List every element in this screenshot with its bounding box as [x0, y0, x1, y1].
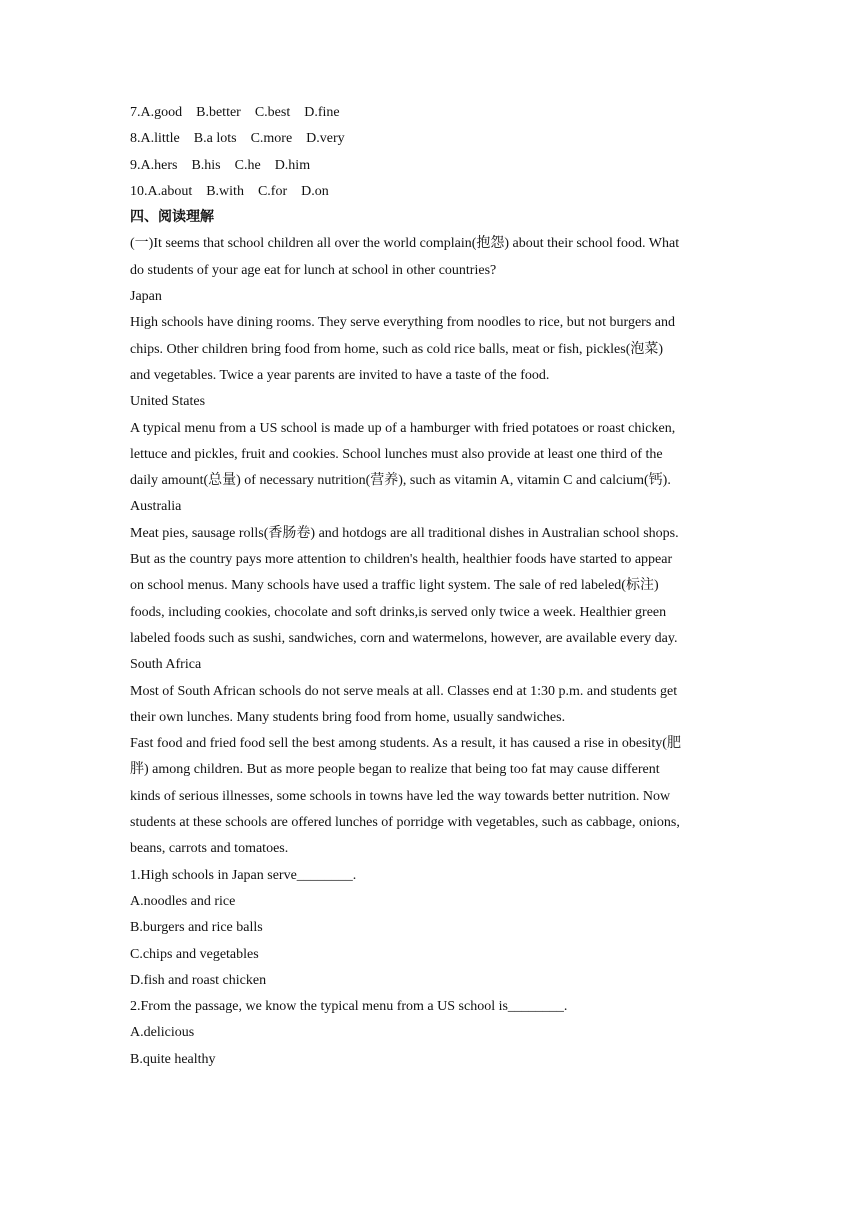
passage-line: (一)It seems that school children all over the world complain(抱怨) about their school food. What [130, 236, 680, 252]
option-c: C.more [250, 131, 293, 147]
section-heading: 四、阅读理解 [130, 210, 214, 226]
document-content [130, 100, 730, 1073]
question-number: 10. [130, 183, 148, 199]
question-number: 7. [130, 105, 141, 120]
option-b: B.with [206, 183, 244, 199]
passage-subheading: Australia [130, 499, 182, 515]
question-8 [130, 126, 730, 152]
option-b: B.a lots [193, 131, 237, 147]
passage-line: kinds of serious illnesses, some schools in towns have led the way towards better nutrition. Now [130, 788, 671, 804]
passage-line: A typical menu from a US school is made up of a hamburger with fried potatoes or roast chicken, [130, 420, 676, 436]
answer-option: D.fish and roast chicken [130, 972, 267, 988]
reading-passage [130, 231, 730, 862]
option-a: A.good [140, 105, 183, 120]
passage-line: chips. Other children bring food from home, such as cold rice balls, meat or fish, pickles(泡菜) [130, 341, 664, 357]
question-9 [130, 153, 730, 179]
comprehension-questions [130, 863, 730, 1073]
option-a: A.hers [140, 157, 178, 173]
option-c: C.for [257, 183, 288, 199]
question-number: 8. [130, 131, 141, 147]
passage-subheading: United States [130, 394, 206, 410]
passage-line: daily amount(总量) of necessary nutrition(营养), such as vitamin A, vitamin C and calcium(钙). [130, 473, 671, 489]
option-d: D.very [306, 131, 345, 147]
passage-subheading: Japan [130, 289, 162, 305]
option-b: B.better [196, 105, 241, 120]
option-d: D.fine [304, 105, 340, 120]
passage-line: But as the country pays more attention to children's health, healthier foods have started to appear [130, 552, 673, 568]
answer-option: B.quite healthy [130, 1051, 216, 1067]
passage-line: High schools have dining rooms. They serve everything from noodles to rice, but not burgers and [130, 315, 675, 331]
passage-line: and vegetables. Twice a year parents are invited to have a taste of the food. [130, 367, 550, 383]
passage-line: students at these schools are offered lunches of porridge with vegetables, such as cabbage, onions, [130, 815, 680, 831]
passage-line: 胖) among children. But as more people began to realize that being too fat may cause different [130, 762, 660, 778]
passage-subheading: South Africa [130, 657, 202, 673]
passage-line: lettuce and pickles, fruit and cookies. School lunches must also provide at least one third of the [130, 446, 663, 462]
question-number: 9. [130, 157, 141, 173]
option-a: A.little [140, 131, 180, 147]
answer-option: C.chips and vegetables [130, 946, 259, 962]
passage-line: Fast food and fried food sell the best among students. As a result, it has caused a rise in obesity(肥 [130, 736, 681, 752]
passage-line: Most of South African schools do not serve meals at all. Classes end at 1:30 p.m. and students get [130, 683, 678, 699]
option-a: A.about [147, 183, 193, 199]
passage-line: on school menus. Many schools have used a traffic light system. The sale of red labeled(标注) [130, 578, 659, 594]
option-d: D.on [301, 183, 329, 199]
question-stem: 1.High schools in Japan serve________. [130, 867, 357, 883]
option-c: C.best [254, 105, 291, 120]
option-d: D.him [274, 157, 311, 173]
passage-line: foods, including cookies, chocolate and soft drinks,is served only twice a week. Healthier green [130, 604, 667, 620]
question-stem: 2.From the passage, we know the typical menu from a US school is________. [130, 999, 568, 1015]
answer-option: A.delicious [130, 1025, 195, 1041]
question-7 [130, 100, 730, 126]
option-b: B.his [191, 157, 221, 173]
question-10 [130, 179, 730, 205]
passage-line: do students of your age eat for lunch at school in other countries? [130, 262, 497, 278]
answer-option: B.burgers and rice balls [130, 920, 263, 936]
option-c: C.he [234, 157, 261, 173]
passage-line: beans, carrots and tomatoes. [130, 841, 289, 857]
passage-line: labeled foods such as sushi, sandwiches, corn and watermelons, however, are available every day. [130, 630, 678, 646]
passage-line: Meat pies, sausage rolls(香肠卷) and hotdogs are all traditional dishes in Australian school shops. [130, 525, 679, 541]
passage-line: their own lunches. Many students bring food from home, usually sandwiches. [130, 709, 566, 725]
answer-option: A.noodles and rice [130, 893, 236, 909]
